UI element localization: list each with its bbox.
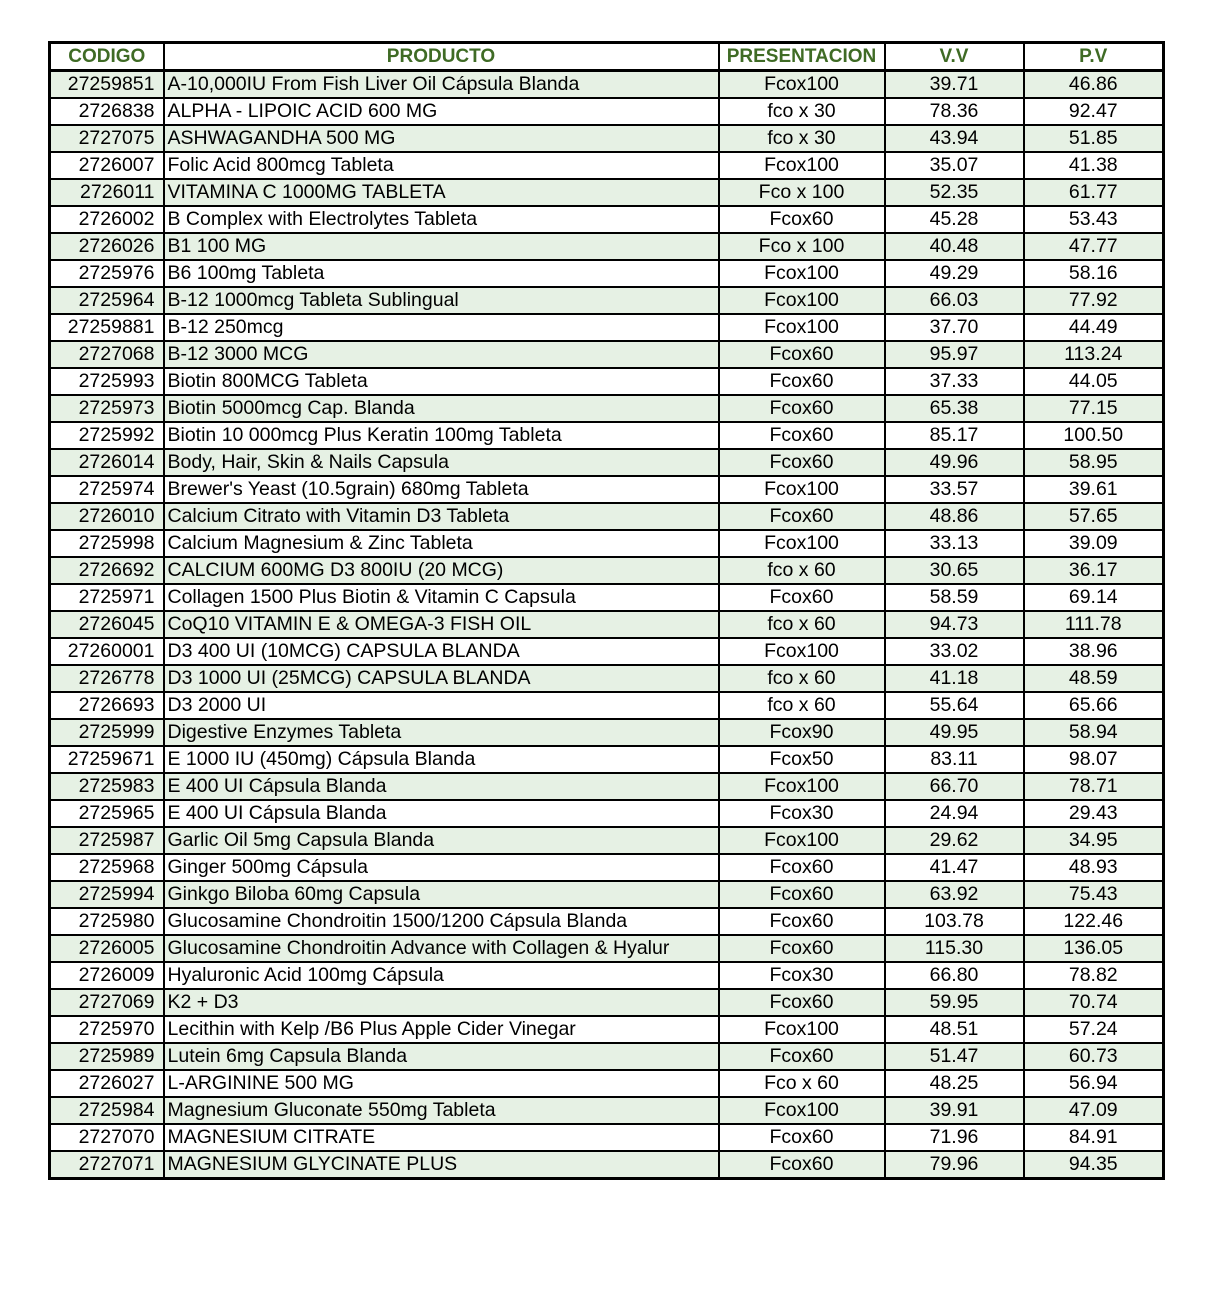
cell-codigo: 2725976 (50, 260, 164, 287)
cell-producto: Calcium Citrato with Vitamin D3 Tableta (164, 503, 719, 530)
cell-vv: 48.51 (885, 1016, 1024, 1043)
cell-codigo: 2726778 (50, 665, 164, 692)
header-presentacion: PRESENTACION (719, 43, 885, 71)
cell-presentacion: Fcox60 (719, 1124, 885, 1151)
table-row (50, 584, 1164, 611)
table-row (50, 989, 1164, 1016)
cell-vv: 79.96 (885, 1151, 1024, 1179)
cell-codigo: 2726011 (50, 179, 164, 206)
cell-vv: 63.92 (885, 881, 1024, 908)
cell-pv: 48.93 (1024, 854, 1164, 881)
cell-producto: B6 100mg Tableta (164, 260, 719, 287)
table-row (50, 827, 1164, 854)
cell-presentacion: Fcox100 (719, 638, 885, 665)
cell-vv: 41.18 (885, 665, 1024, 692)
cell-producto: Body, Hair, Skin & Nails Capsula (164, 449, 719, 476)
cell-pv: 58.16 (1024, 260, 1164, 287)
cell-codigo: 2726010 (50, 503, 164, 530)
cell-pv: 57.24 (1024, 1016, 1164, 1043)
cell-presentacion: Fcox60 (719, 1043, 885, 1070)
cell-codigo: 2725973 (50, 395, 164, 422)
cell-presentacion: Fcox90 (719, 719, 885, 746)
cell-producto: Lutein 6mg Capsula Blanda (164, 1043, 719, 1070)
cell-producto: Collagen 1500 Plus Biotin & Vitamin C Capsula (164, 584, 719, 611)
table-row (50, 800, 1164, 827)
cell-presentacion: Fcox60 (719, 368, 885, 395)
cell-vv: 66.80 (885, 962, 1024, 989)
cell-codigo: 2726027 (50, 1070, 164, 1097)
cell-vv: 51.47 (885, 1043, 1024, 1070)
table-row (50, 395, 1164, 422)
cell-pv: 48.59 (1024, 665, 1164, 692)
header-row (50, 43, 1164, 71)
cell-producto: Folic Acid 800mcg Tableta (164, 152, 719, 179)
cell-pv: 69.14 (1024, 584, 1164, 611)
cell-codigo: 2725968 (50, 854, 164, 881)
cell-codigo: 2725989 (50, 1043, 164, 1070)
cell-codigo: 2725994 (50, 881, 164, 908)
cell-vv: 52.35 (885, 179, 1024, 206)
cell-producto: B Complex with Electrolytes Tableta (164, 206, 719, 233)
cell-pv: 51.85 (1024, 125, 1164, 152)
table-row (50, 908, 1164, 935)
cell-pv: 39.61 (1024, 476, 1164, 503)
cell-presentacion: fco x 30 (719, 125, 885, 152)
cell-presentacion: Fcox100 (719, 773, 885, 800)
cell-pv: 94.35 (1024, 1151, 1164, 1179)
table-row (50, 1070, 1164, 1097)
table-body (50, 71, 1164, 1179)
cell-pv: 78.71 (1024, 773, 1164, 800)
cell-producto: Glucosamine Chondroitin Advance with Collagen & Hyalur (164, 935, 719, 962)
cell-presentacion: fco x 60 (719, 665, 885, 692)
cell-vv: 29.62 (885, 827, 1024, 854)
cell-codigo: 2725974 (50, 476, 164, 503)
cell-producto: L-ARGININE 500 MG (164, 1070, 719, 1097)
cell-codigo: 2726014 (50, 449, 164, 476)
table-row (50, 368, 1164, 395)
cell-vv: 115.30 (885, 935, 1024, 962)
cell-codigo: 2726692 (50, 557, 164, 584)
table-row (50, 854, 1164, 881)
cell-producto: E 1000 IU (450mg) Cápsula Blanda (164, 746, 719, 773)
cell-presentacion: fco x 60 (719, 557, 885, 584)
cell-presentacion: Fcox100 (719, 260, 885, 287)
cell-pv: 47.09 (1024, 1097, 1164, 1124)
cell-vv: 65.38 (885, 395, 1024, 422)
cell-vv: 37.70 (885, 314, 1024, 341)
cell-producto: Biotin 5000mcg Cap. Blanda (164, 395, 719, 422)
cell-codigo: 2725971 (50, 584, 164, 611)
cell-vv: 30.65 (885, 557, 1024, 584)
cell-producto: E 400 UI Cápsula Blanda (164, 800, 719, 827)
cell-pv: 75.43 (1024, 881, 1164, 908)
cell-codigo: 27259671 (50, 746, 164, 773)
cell-vv: 49.95 (885, 719, 1024, 746)
cell-codigo: 2725998 (50, 530, 164, 557)
cell-codigo: 2727069 (50, 989, 164, 1016)
cell-codigo: 2726002 (50, 206, 164, 233)
cell-vv: 41.47 (885, 854, 1024, 881)
cell-presentacion: Fco x 60 (719, 1070, 885, 1097)
cell-presentacion: fco x 60 (719, 611, 885, 638)
cell-vv: 48.25 (885, 1070, 1024, 1097)
cell-producto: D3 400 UI (10MCG) CAPSULA BLANDA (164, 638, 719, 665)
cell-producto: ALPHA - LIPOIC ACID 600 MG (164, 98, 719, 125)
header-codigo: CODIGO (50, 43, 164, 71)
cell-producto: D3 1000 UI (25MCG) CAPSULA BLANDA (164, 665, 719, 692)
cell-producto: Digestive Enzymes Tableta (164, 719, 719, 746)
cell-pv: 111.78 (1024, 611, 1164, 638)
cell-vv: 37.33 (885, 368, 1024, 395)
cell-presentacion: Fcox60 (719, 989, 885, 1016)
cell-presentacion: fco x 30 (719, 98, 885, 125)
cell-vv: 66.03 (885, 287, 1024, 314)
cell-pv: 47.77 (1024, 233, 1164, 260)
cell-pv: 53.43 (1024, 206, 1164, 233)
cell-presentacion: Fco x 100 (719, 179, 885, 206)
table-row (50, 665, 1164, 692)
cell-pv: 65.66 (1024, 692, 1164, 719)
table-row (50, 206, 1164, 233)
cell-pv: 57.65 (1024, 503, 1164, 530)
cell-presentacion: Fcox60 (719, 503, 885, 530)
table-row (50, 638, 1164, 665)
cell-presentacion: Fcox60 (719, 881, 885, 908)
header-pv: P.V (1024, 43, 1164, 71)
cell-presentacion: Fcox30 (719, 800, 885, 827)
cell-vv: 33.57 (885, 476, 1024, 503)
cell-codigo: 2725970 (50, 1016, 164, 1043)
cell-codigo: 2725992 (50, 422, 164, 449)
cell-pv: 34.95 (1024, 827, 1164, 854)
cell-presentacion: Fcox60 (719, 908, 885, 935)
cell-codigo: 2727075 (50, 125, 164, 152)
cell-pv: 84.91 (1024, 1124, 1164, 1151)
cell-producto: VITAMINA C 1000MG TABLETA (164, 179, 719, 206)
header-producto: PRODUCTO (164, 43, 719, 71)
cell-producto: A-10,000IU From Fish Liver Oil Cápsula Blanda (164, 71, 719, 99)
cell-presentacion: Fcox60 (719, 422, 885, 449)
cell-codigo: 2725980 (50, 908, 164, 935)
cell-presentacion: Fcox100 (719, 287, 885, 314)
cell-producto: D3 2000 UI (164, 692, 719, 719)
cell-producto: Garlic Oil 5mg Capsula Blanda (164, 827, 719, 854)
cell-producto: MAGNESIUM GLYCINATE PLUS (164, 1151, 719, 1179)
cell-codigo: 2726026 (50, 233, 164, 260)
cell-presentacion: Fcox50 (719, 746, 885, 773)
cell-producto: Magnesium Gluconate 550mg Tableta (164, 1097, 719, 1124)
table-row (50, 314, 1164, 341)
cell-pv: 38.96 (1024, 638, 1164, 665)
table-row (50, 1151, 1164, 1179)
cell-vv: 71.96 (885, 1124, 1024, 1151)
cell-producto: B-12 3000 MCG (164, 341, 719, 368)
cell-vv: 35.07 (885, 152, 1024, 179)
table-row (50, 341, 1164, 368)
cell-codigo: 2726693 (50, 692, 164, 719)
cell-vv: 103.78 (885, 908, 1024, 935)
cell-pv: 78.82 (1024, 962, 1164, 989)
cell-presentacion: Fcox60 (719, 854, 885, 881)
cell-codigo: 27259851 (50, 71, 164, 99)
cell-producto: Hyaluronic Acid 100mg Cápsula (164, 962, 719, 989)
cell-presentacion: Fcox60 (719, 1151, 885, 1179)
cell-vv: 49.29 (885, 260, 1024, 287)
table-row (50, 611, 1164, 638)
cell-vv: 40.48 (885, 233, 1024, 260)
table-row (50, 773, 1164, 800)
cell-pv: 77.15 (1024, 395, 1164, 422)
cell-vv: 95.97 (885, 341, 1024, 368)
cell-pv: 44.49 (1024, 314, 1164, 341)
cell-producto: Ginger 500mg Cápsula (164, 854, 719, 881)
cell-codigo: 2726007 (50, 152, 164, 179)
cell-producto: B1 100 MG (164, 233, 719, 260)
cell-pv: 36.17 (1024, 557, 1164, 584)
cell-producto: B-12 250mcg (164, 314, 719, 341)
cell-codigo: 2725964 (50, 287, 164, 314)
table-row (50, 692, 1164, 719)
table-row (50, 287, 1164, 314)
cell-producto: Ginkgo Biloba 60mg Capsula (164, 881, 719, 908)
table-row (50, 71, 1164, 99)
cell-pv: 41.38 (1024, 152, 1164, 179)
cell-producto: MAGNESIUM CITRATE (164, 1124, 719, 1151)
cell-vv: 33.02 (885, 638, 1024, 665)
cell-vv: 48.86 (885, 503, 1024, 530)
cell-producto: CoQ10 VITAMIN E & OMEGA-3 FISH OIL (164, 611, 719, 638)
table-row (50, 557, 1164, 584)
cell-vv: 83.11 (885, 746, 1024, 773)
cell-presentacion: Fcox100 (719, 314, 885, 341)
cell-vv: 49.96 (885, 449, 1024, 476)
cell-presentacion: Fcox60 (719, 341, 885, 368)
table-row (50, 719, 1164, 746)
cell-pv: 58.94 (1024, 719, 1164, 746)
cell-codigo: 2726045 (50, 611, 164, 638)
cell-presentacion: Fcox100 (719, 476, 885, 503)
cell-pv: 44.05 (1024, 368, 1164, 395)
cell-pv: 122.46 (1024, 908, 1164, 935)
cell-presentacion: Fcox60 (719, 935, 885, 962)
table-row (50, 125, 1164, 152)
table-row (50, 422, 1164, 449)
cell-presentacion: Fcox100 (719, 530, 885, 557)
cell-producto: Lecithin with Kelp /B6 Plus Apple Cider Vinegar (164, 1016, 719, 1043)
cell-pv: 136.05 (1024, 935, 1164, 962)
cell-vv: 39.91 (885, 1097, 1024, 1124)
cell-codigo: 2727070 (50, 1124, 164, 1151)
table-row (50, 233, 1164, 260)
cell-codigo: 2727071 (50, 1151, 164, 1179)
cell-presentacion: Fcox100 (719, 152, 885, 179)
cell-producto: K2 + D3 (164, 989, 719, 1016)
cell-producto: B-12 1000mcg Tableta Sublingual (164, 287, 719, 314)
cell-codigo: 2725984 (50, 1097, 164, 1124)
cell-presentacion: Fcox60 (719, 584, 885, 611)
table-row (50, 530, 1164, 557)
cell-pv: 77.92 (1024, 287, 1164, 314)
cell-vv: 94.73 (885, 611, 1024, 638)
cell-codigo: 27260001 (50, 638, 164, 665)
table-row (50, 1043, 1164, 1070)
cell-vv: 55.64 (885, 692, 1024, 719)
cell-producto: ASHWAGANDHA 500 MG (164, 125, 719, 152)
cell-codigo: 2725983 (50, 773, 164, 800)
cell-pv: 29.43 (1024, 800, 1164, 827)
table-row (50, 1124, 1164, 1151)
header-vv: V.V (885, 43, 1024, 71)
cell-producto: Calcium Magnesium & Zinc Tableta (164, 530, 719, 557)
cell-vv: 78.36 (885, 98, 1024, 125)
cell-pv: 92.47 (1024, 98, 1164, 125)
table-row (50, 881, 1164, 908)
cell-pv: 58.95 (1024, 449, 1164, 476)
cell-presentacion: Fcox30 (719, 962, 885, 989)
cell-vv: 33.13 (885, 530, 1024, 557)
table-row (50, 1097, 1164, 1124)
table-header (50, 43, 1164, 71)
cell-producto: CALCIUM 600MG D3 800IU (20 MCG) (164, 557, 719, 584)
cell-presentacion: Fco x 100 (719, 233, 885, 260)
cell-presentacion: Fcox100 (719, 71, 885, 99)
cell-pv: 70.74 (1024, 989, 1164, 1016)
cell-presentacion: fco x 60 (719, 692, 885, 719)
table-row (50, 935, 1164, 962)
cell-producto: Biotin 800MCG Tableta (164, 368, 719, 395)
cell-codigo: 2725999 (50, 719, 164, 746)
cell-presentacion: Fcox100 (719, 1097, 885, 1124)
table-row (50, 179, 1164, 206)
cell-pv: 113.24 (1024, 341, 1164, 368)
cell-producto: Glucosamine Chondroitin 1500/1200 Cápsula Blanda (164, 908, 719, 935)
table-row (50, 503, 1164, 530)
cell-pv: 100.50 (1024, 422, 1164, 449)
cell-pv: 39.09 (1024, 530, 1164, 557)
cell-producto: Brewer's Yeast (10.5grain) 680mg Tableta (164, 476, 719, 503)
cell-presentacion: Fcox60 (719, 449, 885, 476)
cell-pv: 61.77 (1024, 179, 1164, 206)
cell-presentacion: Fcox100 (719, 827, 885, 854)
price-list-table (48, 41, 1165, 1180)
table-row (50, 962, 1164, 989)
cell-vv: 66.70 (885, 773, 1024, 800)
cell-codigo: 2726838 (50, 98, 164, 125)
table-row (50, 260, 1164, 287)
cell-pv: 98.07 (1024, 746, 1164, 773)
cell-vv: 85.17 (885, 422, 1024, 449)
cell-codigo: 2725987 (50, 827, 164, 854)
cell-pv: 46.86 (1024, 71, 1164, 99)
table-row (50, 746, 1164, 773)
table-row (50, 152, 1164, 179)
cell-codigo: 2725993 (50, 368, 164, 395)
table-row (50, 1016, 1164, 1043)
cell-presentacion: Fcox100 (719, 1016, 885, 1043)
cell-codigo: 27259881 (50, 314, 164, 341)
cell-producto: E 400 UI Cápsula Blanda (164, 773, 719, 800)
cell-codigo: 2726005 (50, 935, 164, 962)
table-row (50, 476, 1164, 503)
table-row (50, 98, 1164, 125)
cell-vv: 43.94 (885, 125, 1024, 152)
cell-vv: 39.71 (885, 71, 1024, 99)
cell-vv: 45.28 (885, 206, 1024, 233)
table-row (50, 449, 1164, 476)
cell-codigo: 2725965 (50, 800, 164, 827)
cell-vv: 59.95 (885, 989, 1024, 1016)
cell-presentacion: Fcox60 (719, 206, 885, 233)
cell-producto: Biotin 10 000mcg Plus Keratin 100mg Tableta (164, 422, 719, 449)
price-list-sheet (48, 41, 1162, 1180)
cell-vv: 24.94 (885, 800, 1024, 827)
cell-codigo: 2726009 (50, 962, 164, 989)
cell-codigo: 2727068 (50, 341, 164, 368)
cell-presentacion: Fcox60 (719, 395, 885, 422)
cell-pv: 56.94 (1024, 1070, 1164, 1097)
cell-pv: 60.73 (1024, 1043, 1164, 1070)
cell-vv: 58.59 (885, 584, 1024, 611)
